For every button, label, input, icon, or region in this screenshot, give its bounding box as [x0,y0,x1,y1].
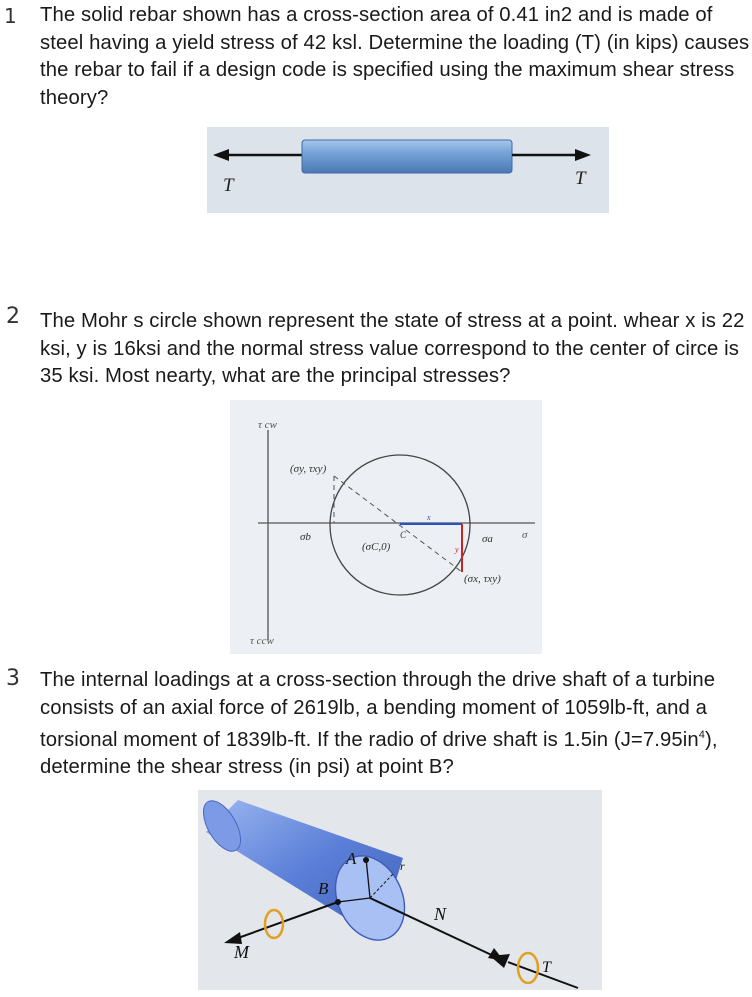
label-M: M [234,942,249,962]
drive-shaft-figure [198,790,602,990]
label-N: N [434,904,447,924]
center-label: (σC,0) [362,541,391,553]
sigma-a-label: σa [482,533,493,545]
question-1-text: The solid rebar shown has a cross-section area of 0.41 in2 and is made of steel having a yield stress of 42 ksl. Determine the loading (T) (in kips) causes the rebar to fail if a design code is specified using the maximum shear stress theory? [40,4,750,109]
right-T-label: T [575,168,586,189]
tau-cw-label: τ cw [258,419,277,431]
question-3-superscript: 4 [698,729,705,741]
point-x-label: (σx, τxy) [464,573,501,585]
T-arrow-icon [490,954,510,968]
question-3-number: 3 [6,666,20,691]
label-T: T [542,959,551,976]
rebar-body [302,140,512,173]
point-A-dot [363,857,369,863]
rebar-figure [207,127,609,213]
question-3-text-part1: The internal loadings at a cross-section through the drive shaft of a turbine consists of an axial force of 2619lb, a bending moment of 1059lb-ft, and a torsional moment of 1839lb-ft. If the radio of drive shaft is 1.5in (J=7.95in [40,669,716,751]
torque-ring-icon [518,953,538,983]
x-line-label: x [427,513,431,522]
question-2-text: The Mohr s circle shown represent the state of stress at a point. whear x is 22 ksi, y is 16ksi and the normal stress value correspond to the center of circe is 35 ksi. Most nearty, what are the principal stresses? [40,310,745,387]
tau-ccw-label: τ ccw [250,635,274,647]
label-A: A [346,849,357,868]
mohr-circle-figure [230,400,542,654]
y-line-label: y [455,545,459,554]
left-arrow-icon [213,149,229,161]
question-1-number: 1 [4,4,17,28]
left-T-label: T [223,175,234,196]
label-B: B [318,879,329,898]
question-2-number: 2 [6,304,20,329]
label-r: r [400,859,405,873]
center-letter-label: C [400,530,407,540]
right-arrow-icon [575,149,591,161]
sigma-axis-label: σ [522,529,528,541]
question-3-text-part2: ), determine the shear stress (in psi) at point B? [40,728,718,779]
question-3-text [40,667,752,782]
bending-moment-line [238,902,338,938]
point-y-label: (σy, τxy) [290,463,327,475]
sigma-b-label: σb [300,531,311,543]
